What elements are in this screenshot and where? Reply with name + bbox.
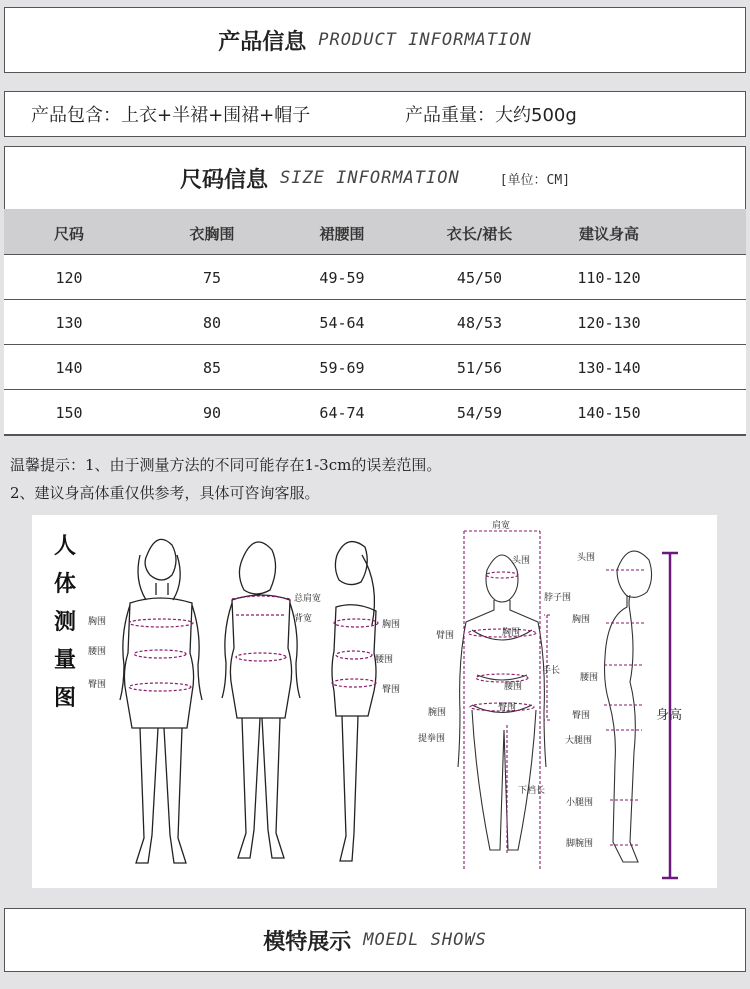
measurement-diagram-svg	[32, 515, 717, 888]
table-row	[4, 255, 746, 300]
label-shoulder-width: 肩宽	[492, 521, 511, 531]
label-crotch-length: 下裆长	[518, 786, 546, 796]
tip-line-2: 2、建议身高体重仅供参考，具体可咨询客服。	[10, 484, 320, 502]
table-cell: 130-140	[577, 359, 641, 377]
label-chest-outline-side: 胸围	[572, 615, 591, 625]
label-waist-front: 腰围	[88, 647, 107, 657]
label-fist: 提拳围	[418, 734, 446, 744]
model-show-header	[4, 908, 746, 972]
table-cell: 85	[202, 359, 222, 377]
table-cell: 110-120	[577, 269, 641, 287]
measurement-diagram	[32, 515, 717, 888]
product-contents: 产品包含：上衣+半裙+围裙+帽子	[31, 105, 311, 126]
label-arm: 臂围	[436, 631, 455, 641]
label-chest-outline: 胸围	[502, 628, 521, 638]
vertical-title-3: 测	[54, 610, 77, 635]
label-chest-front: 胸围	[88, 617, 107, 627]
figure-outline-side	[605, 551, 652, 862]
label-neck: 脖子围	[544, 593, 572, 603]
table-cell: 90	[202, 404, 222, 422]
size-info-title-en: SIZE INFORMATION	[279, 168, 460, 188]
header-chest: 衣胸围	[189, 225, 235, 243]
vertical-title-1: 人	[54, 534, 77, 559]
label-calf: 小腿围	[566, 798, 594, 808]
size-info-header	[5, 147, 745, 209]
product-weight: 产品重量：大约500g	[405, 105, 577, 126]
label-chest-side: 胸围	[382, 620, 401, 630]
label-waist-outline-side: 腰围	[580, 673, 599, 683]
product-info-title-en: PRODUCT INFORMATION	[318, 30, 532, 50]
table-cell: 59-69	[319, 359, 365, 377]
figure-outline-front-marks	[464, 531, 550, 871]
label-thigh: 大腿围	[565, 736, 593, 746]
label-hip-side: 臀围	[382, 685, 401, 695]
label-head-side: 头围	[577, 553, 596, 563]
table-cell: 140-150	[577, 404, 641, 422]
size-info-title-cn: 尺码信息	[179, 167, 268, 193]
figure-back	[222, 542, 300, 858]
header-size: 尺码	[53, 225, 84, 243]
figure-side-marks	[332, 619, 378, 687]
label-hip-front: 臀围	[88, 680, 107, 690]
table-cell: 75	[202, 269, 222, 287]
table-cell: 130	[55, 314, 83, 332]
label-ankle: 脚腕围	[566, 839, 594, 849]
label-back-width: 背宽	[294, 614, 313, 624]
table-row	[4, 300, 746, 345]
table-cell: 48/53	[456, 314, 503, 332]
size-table-header	[4, 209, 746, 255]
table-cell: 120-130	[577, 314, 641, 332]
table-cell: 51/56	[456, 359, 503, 377]
vertical-title-2: 体	[54, 572, 77, 597]
label-total-shoulder: 总肩宽	[294, 594, 322, 604]
tip-line-1: 温馨提示：1、由于测量方法的不同可能存在1-3cm的误差范围。	[10, 456, 442, 474]
label-hip-outline-side: 臀围	[572, 711, 591, 721]
label-waist-outline: 腰围	[504, 682, 523, 692]
label-hand-length: 手长	[542, 666, 561, 676]
figure-side	[332, 542, 376, 861]
table-cell: 49-59	[319, 269, 365, 287]
size-unit: [单位：CM]	[499, 172, 571, 188]
table-cell: 54-64	[319, 314, 365, 332]
header-length: 衣长/裙长	[446, 225, 513, 243]
product-includes-bar	[4, 91, 746, 137]
table-cell: 64-74	[319, 404, 365, 422]
product-info-header	[4, 7, 746, 73]
table-cell: 54/59	[456, 404, 503, 422]
table-cell: 45/50	[456, 269, 503, 287]
header-waist: 裙腰围	[319, 225, 365, 243]
label-height: 身高	[656, 708, 683, 723]
vertical-title-5: 图	[54, 686, 77, 711]
table-cell: 140	[55, 359, 83, 377]
product-info-title-cn: 产品信息	[218, 29, 307, 55]
table-cell: 80	[202, 314, 222, 332]
label-head-front: 头围	[512, 556, 531, 566]
table-cell: 150	[55, 404, 83, 422]
table-cell: 120	[55, 269, 83, 287]
header-height: 建议身高	[578, 225, 639, 243]
label-waist-side: 腰围	[375, 655, 394, 665]
figure-front	[120, 539, 202, 863]
model-show-title-cn: 模特展示	[263, 929, 352, 955]
model-show-title-en: MOEDL SHOWS	[363, 930, 487, 950]
label-hip-outline: 臀围	[498, 703, 517, 713]
vertical-title-4: 量	[54, 648, 77, 673]
label-wrist: 腕围	[428, 708, 447, 718]
figure-front-marks	[129, 619, 193, 691]
table-row	[4, 390, 746, 435]
table-row	[4, 345, 746, 390]
figure-back-marks	[232, 596, 290, 661]
